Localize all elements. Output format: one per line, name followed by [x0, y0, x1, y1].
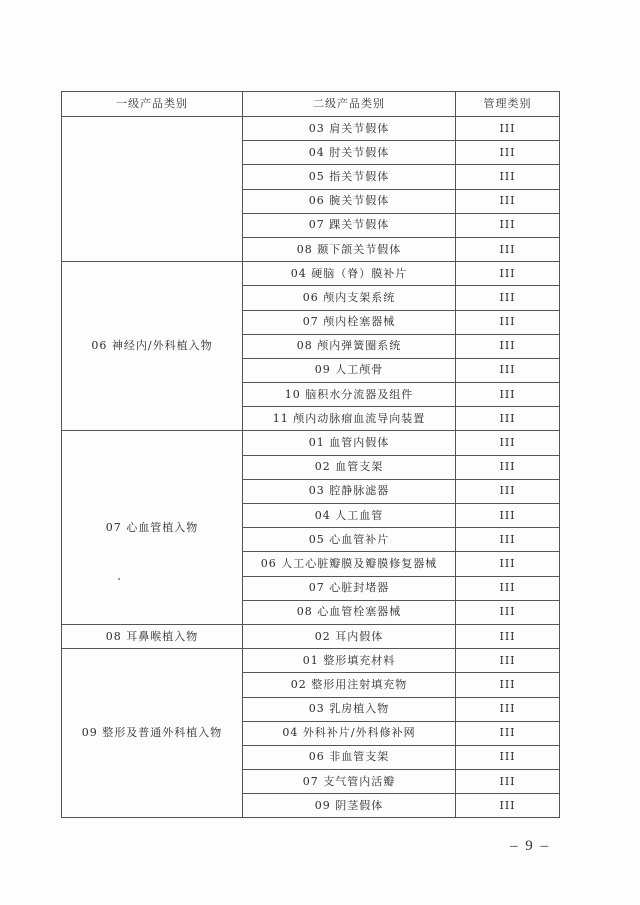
secondary-category-cell: 03 腔静脉滤器	[243, 479, 456, 503]
management-class-cell: III	[456, 286, 560, 310]
management-class-cell: III	[456, 721, 560, 745]
table-row	[62, 649, 560, 673]
table-row	[62, 117, 560, 141]
table-row	[62, 624, 560, 648]
secondary-category-cell: 08 心血管栓塞器械	[243, 600, 456, 624]
secondary-category-cell: 06 人工心脏瓣膜及瓣膜修复器械	[243, 552, 456, 576]
management-class-cell: III	[456, 745, 560, 769]
secondary-category-cell: 03 肩关节假体	[243, 117, 456, 141]
header-primary-category: 一级产品类别	[62, 92, 243, 117]
primary-category-cell: 09 整形及普通外科植入物	[62, 649, 243, 818]
primary-category-cell: 06 神经内/外科植入物	[62, 262, 243, 431]
management-class-cell: III	[456, 794, 560, 818]
secondary-category-cell: 07 支气管内活瓣	[243, 770, 456, 794]
management-class-cell: III	[456, 552, 560, 576]
secondary-category-cell: 08 颞下颌关节假体	[243, 237, 456, 261]
management-class-cell: III	[456, 528, 560, 552]
secondary-category-cell: 06 颅内支架系统	[243, 286, 456, 310]
management-class-cell: III	[456, 504, 560, 528]
secondary-category-cell: 07 颅内栓塞器械	[243, 310, 456, 334]
management-class-cell: III	[456, 600, 560, 624]
table-row	[62, 431, 560, 455]
secondary-category-cell: 07 踝关节假体	[243, 213, 456, 237]
management-class-cell: III	[456, 431, 560, 455]
management-class-cell: III	[456, 770, 560, 794]
management-class-cell: III	[456, 189, 560, 213]
management-class-cell: III	[456, 455, 560, 479]
management-class-cell: III	[456, 479, 560, 503]
secondary-category-cell: 02 整形用注射填充物	[243, 673, 456, 697]
secondary-category-cell: 05 心血管补片	[243, 528, 456, 552]
management-class-cell: III	[456, 697, 560, 721]
secondary-category-cell: 11 颅内动脉瘤血流导向装置	[243, 407, 456, 431]
management-class-cell: III	[456, 213, 560, 237]
management-class-cell: III	[456, 141, 560, 165]
header-management-class: 管理类别	[456, 92, 560, 117]
table-header-row	[62, 92, 560, 117]
secondary-category-cell: 10 脑积水分流器及组件	[243, 383, 456, 407]
secondary-category-cell: 07 心脏封堵器	[243, 576, 456, 600]
scan-speck	[118, 578, 120, 580]
management-class-cell: III	[456, 576, 560, 600]
management-class-cell: III	[456, 624, 560, 648]
secondary-category-cell: 09 阴茎假体	[243, 794, 456, 818]
management-class-cell: III	[456, 334, 560, 358]
primary-category-cell: 07 心血管植入物	[62, 431, 243, 625]
secondary-category-cell: 05 指关节假体	[243, 165, 456, 189]
management-class-cell: III	[456, 262, 560, 286]
primary-category-cell: 08 耳鼻喉植入物	[62, 624, 243, 648]
primary-category-cell	[62, 117, 243, 262]
management-class-cell: III	[456, 649, 560, 673]
secondary-category-cell: 02 血管支架	[243, 455, 456, 479]
product-category-table	[61, 91, 560, 818]
table-row	[62, 262, 560, 286]
management-class-cell: III	[456, 673, 560, 697]
secondary-category-cell: 04 外科补片/外科修补网	[243, 721, 456, 745]
secondary-category-cell: 04 肘关节假体	[243, 141, 456, 165]
header-secondary-category: 二级产品类别	[243, 92, 456, 117]
management-class-cell: III	[456, 237, 560, 261]
page-number: – 9 –	[510, 838, 550, 854]
management-class-cell: III	[456, 310, 560, 334]
secondary-category-cell: 02 耳内假体	[243, 624, 456, 648]
secondary-category-cell: 04 硬脑（脊）膜补片	[243, 262, 456, 286]
management-class-cell: III	[456, 358, 560, 382]
management-class-cell: III	[456, 117, 560, 141]
secondary-category-cell: 01 血管内假体	[243, 431, 456, 455]
secondary-category-cell: 01 整形填充材料	[243, 649, 456, 673]
secondary-category-cell: 09 人工颅骨	[243, 358, 456, 382]
table-body	[62, 117, 560, 818]
secondary-category-cell: 08 颅内弹簧圈系统	[243, 334, 456, 358]
management-class-cell: III	[456, 407, 560, 431]
secondary-category-cell: 04 人工血管	[243, 504, 456, 528]
secondary-category-cell: 06 腕关节假体	[243, 189, 456, 213]
management-class-cell: III	[456, 383, 560, 407]
management-class-cell: III	[456, 165, 560, 189]
secondary-category-cell: 03 乳房植入物	[243, 697, 456, 721]
secondary-category-cell: 06 非血管支架	[243, 745, 456, 769]
